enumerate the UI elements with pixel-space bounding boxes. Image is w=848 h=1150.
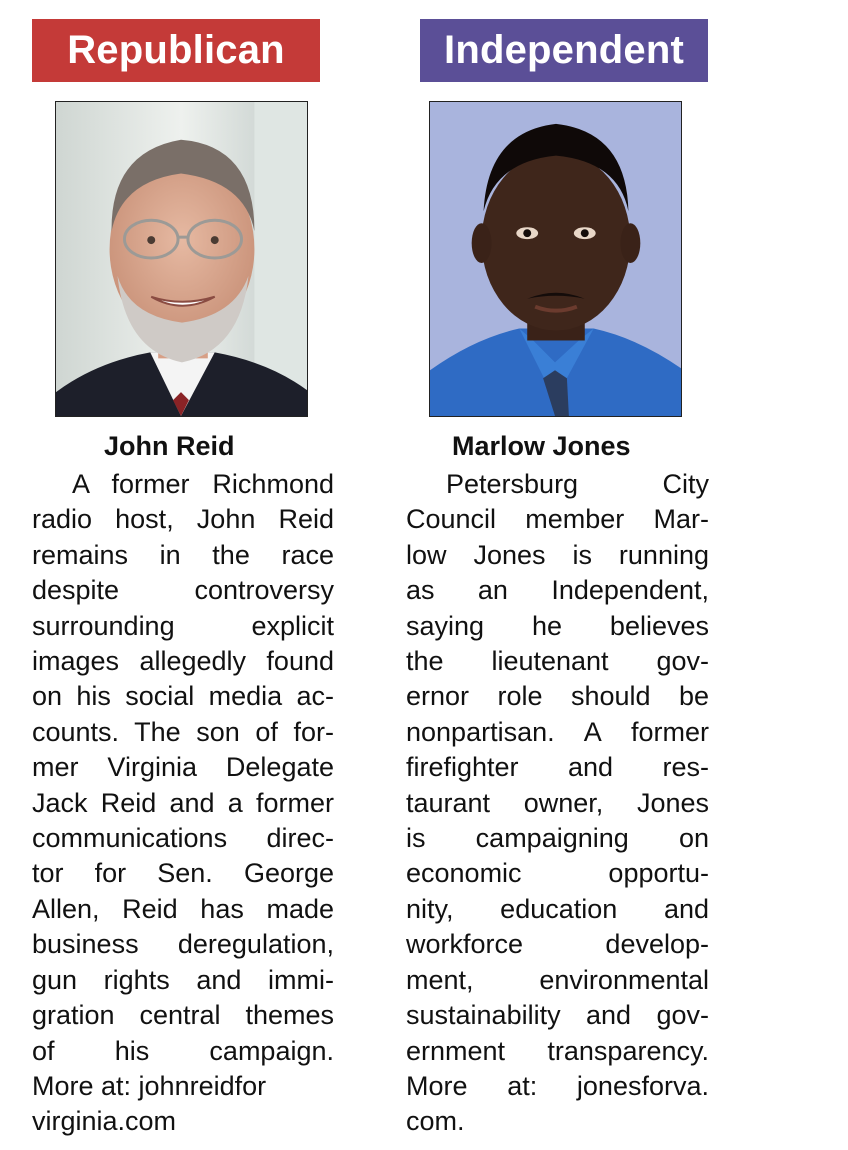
bio-line: Jack Reid and a former [32,787,334,818]
bio-line: mer Virginia Delegate [32,752,334,783]
bio-line: ernment transparency. [406,1035,709,1066]
bio-line: ment, environmental [406,964,709,995]
bio-line-text: A former Richmond [72,469,334,499]
party-banner-independent: Independent [420,19,708,82]
bio-line: communications direc- [32,823,334,854]
portrait-john-reid-icon [56,102,307,416]
bio-line: virginia.com [32,1106,177,1137]
bio-line: gun rights and immi- [32,964,334,995]
portrait-marlow-jones-icon [430,102,681,416]
bio-line: is campaigning on [406,823,709,854]
bio-line: on his social media ac- [32,681,334,712]
bio-line: despite controversy [32,575,334,606]
bio-line: saying he believes [406,610,709,641]
bio-line: com. [406,1106,465,1137]
bio-line: sustainability and gov- [406,1000,709,1031]
bio-line: remains in the race [32,539,334,570]
bio-line: nity, education and [406,893,709,924]
bio-line: nonpartisan. A former [406,716,709,747]
bio-line: low Jones is running [406,539,709,570]
candidate-name: Marlow Jones [452,431,631,461]
candidate-name: John Reid [104,431,235,461]
bio-line: surrounding explicit [32,610,334,641]
bio-line: gration central themes [32,1000,334,1031]
bio-line: Allen, Reid has made [32,893,334,924]
bio-line: economic opportu- [406,858,709,889]
bio-line: as an Independent, [406,575,709,606]
bio-line: ernor role should be [406,681,709,712]
bio-line: More at: jonesforva. [406,1070,709,1101]
bio-line: Council member Mar- [406,504,709,535]
bio-line: taurant owner, Jones [406,787,709,818]
bio-line: More at: johnreidfor [32,1070,267,1101]
bio-line [406,467,709,502]
bio-line: images allegedly found [32,646,334,677]
bio-line: counts. The son of for- [32,716,334,747]
bio-line: firefighter and res- [406,752,709,783]
bio-line [32,467,334,502]
candidate-photo-john-reid [55,101,308,417]
party-banner-republican: Republican [32,19,320,82]
bio-line: tor for Sen. George [32,858,334,889]
bio-line: the lieutenant gov- [406,646,709,677]
bio-line: radio host, John Reid [32,504,334,535]
candidate-bio [406,467,709,1140]
bio-line: workforce develop- [406,929,709,960]
candidate-photo-marlow-jones [429,101,682,417]
bio-line-text: Petersburg City [446,469,709,499]
bio-line: of his campaign. [32,1035,334,1066]
candidate-bio [32,467,334,1140]
bio-line: business deregulation, [32,929,334,960]
